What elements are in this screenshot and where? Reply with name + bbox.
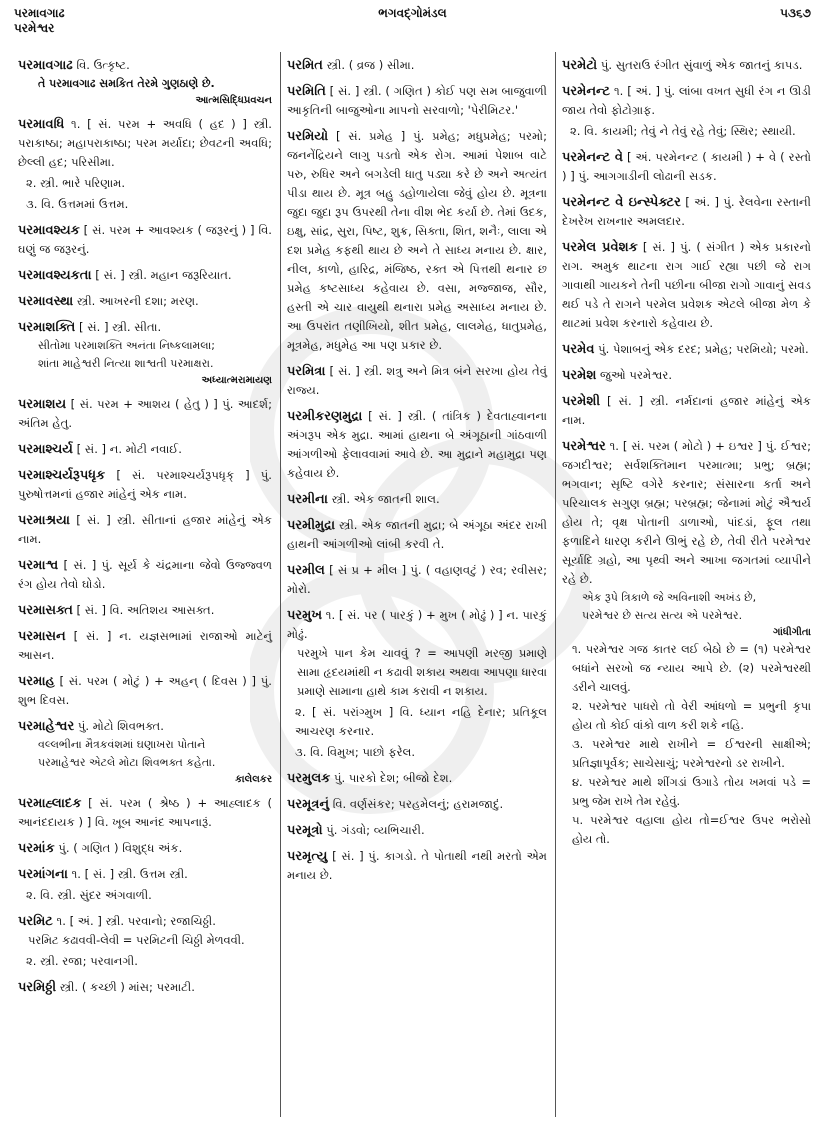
- dictionary-entry: [18, 627, 272, 665]
- headword: પરમેટો: [561, 58, 598, 73]
- sense: ૨. વિ. કાયમી; તેવું ને તેવું રહે તેવું; સ્થિર; સ્થાયી.: [569, 124, 796, 138]
- dictionary-entry: [18, 865, 272, 905]
- definition: [ સં. ] સ્ત્રી. શત્રુ અને મિત્ર બંને સરખા હોય તેવું રાજ્ય.: [287, 364, 547, 397]
- definition: [ સં. પરમ + આવશ્યક ( જરૂરનું ) ] વિ. ઘણું જ જરૂરનું.: [18, 223, 272, 256]
- definition: [ અં. ] પું. રેલવેના રસ્તાની દેખરેખ રાખનાર અમલદાર.: [561, 195, 811, 228]
- quotation: તે પરમાવગાઢ સમકિત તેરમે ગુણઠાણે છે.: [38, 77, 215, 90]
- headword: પરમિતિ: [287, 84, 326, 99]
- dictionary-entry: [562, 193, 811, 231]
- sense: ૨. વિ. સ્ત્રી. સુંદર અંગવાળી.: [26, 888, 152, 902]
- dictionary-entry: [18, 221, 272, 259]
- dictionary-entry: [18, 318, 272, 388]
- definition: સ્ત્રી. ( કચ્છી ) માંસ; પરમાટી.: [56, 980, 195, 994]
- definition: [ સં. ] ન. યજ્ઞસભામાં રાજાઓ માટેનું આસન.: [18, 629, 272, 662]
- dictionary-entry: [18, 115, 272, 214]
- headword: પરમાહ: [18, 674, 55, 689]
- dictionary-entry: [287, 847, 547, 885]
- headword: પરમાવધિ: [18, 117, 65, 132]
- definition: [ સં. પ્રમેહ ] પું. પ્રમેહ; મધુપ્રમેહ; પરમો; જનનેંદ્રિયને લાગુ પડતો એક રોગ. આમાં પેશાબ વાટે પરુ, રુધિર અને બગડેલી ધાતુ પડ્યા કરે છે અને અત્યંત પીડા થાય છે. મૂત્ર બહુ ડહોળાયેલા જેવું હોય છે. મૂત્રના જુદા જુદા રૂપ ઉપરથી તેના વીશ ભેદ કર્યા છે. તેમાં ઉદક, ઇક્ષુ, સાંદ્ર, સુરા, પિષ્ટ, શુક્ર, સિક્તા, શિત, શનૈઃ, લાલા એ દશ પ્રમેહ કફથી થાય છે અને તે સાધ્ય મનાય છે. ક્ષાર, નીલ, કાળો, હારિદ્ર, મંજિષ્ઠ, રક્ત એ પિત્તથી થનાર છ પ્રમેહ કષ્ટસાધ્ય કહેવાય છે. વસા, મજ્જાજ, સૌર, હસ્તી એ ચાર વાયુથી થનારા પ્રમેહ અસાધ્ય મનાય છે. આ ઉપરાંત તણીખિયો, શીત પ્રમેહ, લાલમેહ, ધાતુપ્રમેહ, મૂત્રમેહ, મધુમેહ આ પણ પ્રકાર છે.: [287, 129, 547, 352]
- dictionary-entry: [287, 56, 547, 75]
- book-title: ભગવદ્ગોમંડલ: [378, 6, 447, 20]
- idiom: ૫. પરમેશ્વર વહાલા હોય તો=ઈશ્વર ઉપર ભરોસો હોય તો.: [571, 813, 811, 846]
- dictionary-entry: [18, 717, 272, 787]
- headword: પરમૂત્રો: [287, 823, 323, 838]
- definition: ૧. [ સં. પરમ + અવધિ ( હદ ) ] સ્ત્રી. પરાકાષ્ઠા; મહાપરાકાષ્ઠા; પરમ મર્યાદા; છેવટની અવધિ; છેલ્લી હદ; પરિસીમા.: [18, 117, 272, 169]
- quotation-line: વલ્લભીના મૈત્રકવંશમાં ઘણાખરા પોતાને: [38, 738, 206, 751]
- sense: ૩. વિ. વિમુખ; પાછો ફરેલ.: [295, 745, 416, 759]
- dictionary-entry: [18, 912, 272, 971]
- quotation-line: પરમેશ્વર છે સત્ય સત્ય એ પરમેશ્વર.: [581, 609, 743, 622]
- dictionary-columns: [12, 52, 819, 1117]
- idiom: પરમિટ કઢાવવી-લેવી = પરમિટની ચિઠ્ઠી મેળવવી.: [28, 933, 245, 947]
- definition: ૧. [ અં. ] સ્ત્રી. પરવાનો; રજાચિઠ્ઠી.: [52, 914, 216, 928]
- definition: જુઓ પરમેશ્વર.: [596, 368, 673, 382]
- headword: પરમુલક: [287, 771, 331, 786]
- headword: પરમાશ્ચર્ય: [18, 442, 73, 457]
- idiom: પરમુખે પાન કેમ ચાવવું ? = આપણી મરજી પ્રમાણે સામા હૃદયમાંથી ન કઢાવી શકાય અથવા આપણા ધારવા પ્રમાણે સામાના હાથે કામ કરાવી ન શકાય.: [297, 646, 547, 698]
- citation-source: આત્મસિદ્ધિપ્રવચન: [195, 95, 272, 106]
- headword: પરમાશ્ચર્યરૂપધૃક: [18, 468, 106, 483]
- definition: [ સં. ] ન. મોટી નવાઈ.: [72, 442, 182, 456]
- idiom: ૧. પરમેશ્વર ગજ કાતર લઈ બેઠો છે = (૧) પરમેશ્વર બધાંને સરખો જ ન્યાય આપે છે. (૨) પરમેશ્વરથી ડરીને ચાલવું.: [571, 642, 811, 694]
- headword: પરમાશક્તિ: [18, 320, 76, 335]
- definition: [ સં. પરમ ( મોટું ) + અહન્ ( દિવસ ) ] પું. શુભ દિવસ.: [18, 674, 272, 707]
- headword: પરમાવગાઢ: [18, 58, 73, 73]
- dictionary-entry: [18, 395, 272, 433]
- dictionary-entry: [18, 292, 272, 311]
- definition: [ સં પ્ર + મીલ ] પું. ( વહાણવટું ) રવ; રવીસર; મોરો.: [287, 563, 547, 596]
- dictionary-entry: [18, 556, 272, 594]
- headword: પરમેશ્વર: [561, 439, 606, 454]
- headword: પરમાવશ્યકતા: [18, 268, 92, 283]
- definition: સ્ત્રી. એક જાતની શાલ.: [327, 492, 440, 506]
- headword: પરમેનન્ટ: [561, 84, 611, 99]
- definition: પું. પારકો દેશ; બીજો દેશ.: [330, 771, 453, 785]
- headword: પરમાશ્વ: [18, 558, 59, 573]
- definition: ૧. [ સં. ] સ્ત્રી. ઉત્તમ સ્ત્રી.: [67, 867, 188, 881]
- idiom: ૩. પરમેશ્વર માથે રાખીને = ઈશ્વરની સાક્ષીએ; પ્રતિજ્ઞાપૂર્વક; સાચેસાચું; પરમેશ્વરનો ડર રાખીને.: [571, 737, 811, 770]
- dictionary-entry: [18, 511, 272, 549]
- headword: પરમાંગના: [18, 867, 68, 882]
- sense: ૨. સ્ત્રી. ભારે પરિણામ.: [26, 176, 126, 190]
- definition: [ સં. પરમ ( શ્રેષ્ઠ ) + આહ્લાદક ( આનંદદાયક ) ] વિ. ખૂબ આનંદ આપનારૂં.: [18, 796, 272, 829]
- definition: [ સં. ] પું. કાગડો. તે પોતાથી નથી મરતો એમ મનાય છે.: [287, 849, 547, 882]
- dictionary-entry: [287, 606, 547, 762]
- headword: પરમાંક: [18, 841, 55, 856]
- column-3: [556, 52, 819, 1117]
- headword: પરમિત: [287, 58, 323, 73]
- dictionary-entry: [18, 466, 272, 504]
- definition: [ સં. ] પું. ( સંગીત ) એક પ્રકારનો રાગ. અમુક થાટના રાગ ગાઈ રહ્યા પછી જે રાગ ગાવાથી ગાયકને તેની પછીના બીજા રાગો ગાવાનું સવડ થઈ પડે તે રાગને પરમેલ પ્રવેશક એટલે બીજા મેળ કે થાટમાં પ્રવેશ કરનારો કહેવાય છે.: [561, 240, 811, 330]
- headword: પરમિટ: [18, 914, 53, 929]
- headword: પરમેશી: [561, 394, 601, 409]
- definition: સ્ત્રી. ( વ્રજ ) સીમા.: [322, 58, 415, 72]
- dictionary-entry: [18, 978, 272, 997]
- dictionary-entry: [562, 340, 811, 359]
- sense: ૨. સ્ત્રી. રજા; પરવાનગી.: [26, 954, 138, 968]
- definition: [ અં. પરમેનન્ટ ( કાયમી ) + વે ( રસ્તો ) ] પું. આગગાડીની લોઢાની સડક.: [561, 150, 811, 183]
- definition: [ સં. ] સ્ત્રી. મહાન જરૂરિયાત.: [91, 268, 232, 282]
- headword: પરમેવ: [561, 342, 595, 357]
- headword: પરમેલ પ્રવેશક: [561, 240, 638, 255]
- headword: પરમિઠ્ઠી: [18, 980, 57, 995]
- headword: પરમૃત્યુ: [287, 849, 328, 864]
- definition: વિ. વર્ણસંકર; પરહમેલનું; હરામજાદું.: [329, 797, 504, 811]
- headword: પરમેનન્ટ વે: [561, 150, 624, 165]
- definition: ૧. [ સં. પર ( પારકું ) + મુખ ( મોઢું ) ] ન. પારકું મોઢું.: [287, 608, 547, 641]
- headword: પરમુખ: [287, 608, 323, 623]
- headword: પરમાશય: [18, 397, 67, 412]
- dictionary-entry: [287, 490, 547, 509]
- definition: પું. પેશાબનું એક દરદ; પ્રમેહ; પરમિયો; પરમો.: [594, 342, 809, 356]
- definition: [ સં. પરમાશ્ચર્યરૂપધૃક્ ] પું. પુરુષોત્તમનાં હજાર માંહેનું એક નામ.: [18, 468, 272, 501]
- definition: સ્ત્રી. આખરની દશા; મરણ.: [73, 294, 199, 308]
- definition: પું. મોટો શિવભક્ત.: [74, 719, 164, 733]
- definition: [ સં. ] સ્ત્રી. નર્મદાનાં હજાર માંહેનું એક નામ.: [561, 394, 811, 427]
- headword: પરમીમુદ્રા: [287, 518, 336, 533]
- dictionary-entry: [18, 56, 272, 108]
- definition: [ સં. ] સ્ત્રી. ( તાંત્રિક ) દેવતાહ્વાનના અંગરૂપ એક મુદ્રા. આમાં હાથના બે અંગૂઠાની ગાંઠવાળી આંગળીઓ ફેલાવવામાં આવે છે. આ મુદ્રાને મહામુદ્રા પણ કહેવાય છે.: [287, 409, 547, 480]
- citation-source: ગાંધીગીતા: [773, 627, 811, 638]
- dictionary-entry: [18, 672, 272, 710]
- dictionary-entry: [18, 601, 272, 620]
- column-2: [281, 52, 556, 1117]
- headword: પરમાવસ્થા: [18, 294, 74, 309]
- dictionary-entry: [287, 821, 547, 840]
- dictionary-entry: [287, 362, 547, 400]
- dictionary-entry: [562, 82, 811, 141]
- definition: [ સં. ] સ્ત્રી. ( ગણિત ) કોઈ પણ સમ બાજુવાળી આકૃતિની બાજુઓના માપનો સરવાળો; 'પેરીમિટર.': [287, 84, 547, 117]
- dictionary-entry: [287, 516, 547, 554]
- quotation-line: એક રૂપે ત્રિકાળે જે અવિનાશી અખંડ છે,: [581, 591, 757, 604]
- dictionary-entry: [562, 238, 811, 333]
- sense: ૨. [ સં. પરાંગ્મુખ ] વિ. ધ્યાન નહિ દેનાર; પ્રતિકૂલ આચરણ કરનાર.: [295, 705, 547, 738]
- definition: [ સં. પરમ + આશય ( હેતુ ) ] પું. આદર્શ; અંતિમ હેતુ.: [18, 397, 272, 430]
- dictionary-entry: [18, 440, 272, 459]
- idiom: ૪. પરમેશ્વર માથે શીંગડાં ઉગાડે તોય ખમવાં પડે = પ્રભુ જેમ રાખે તેમ રહેવું.: [571, 775, 811, 808]
- dictionary-entry: [18, 839, 272, 858]
- quotation-line: શાંતા માહેશ્વરી નિત્યા શાશ્વતી પરમાક્ષરા.: [38, 357, 214, 370]
- sense: ૩. વિ. ઉત્તમમાં ઉત્તમ.: [26, 197, 129, 211]
- headword: પરમાસન: [18, 629, 66, 644]
- definition: [ સં. ] સ્ત્રી. સીતાનાં હજાર માંહેનું એક નામ.: [18, 513, 272, 546]
- headword: પરમેનન્ટ વે ઇન્સ્પેક્ટર: [561, 195, 681, 210]
- headword: પરમિત્રા: [287, 364, 326, 379]
- definition: ૧. [ અં. ] પું. લાંબા વખત સુધી રંગ ન ઊડી જાય તેવો ફોટોગ્રાફ.: [561, 84, 811, 117]
- citation-source: કાલેલકર: [235, 774, 272, 785]
- dictionary-entry: [287, 82, 547, 120]
- headword: પરમીના: [287, 492, 328, 507]
- quotation-line: પરમાહેશ્વર એટલે મોટા શિવભક્ત કહેતા.: [38, 756, 216, 769]
- definition: ૧. [ સં. પરમ ( મોટો ) + ઇશ્વર ] પું. ઈશ્વર; જગદીશ્વર; સર્વશક્તિમાન પરમાત્મા; પ્રભુ; બ્રહ્મ; ભગવાન; સૃષ્ટિ વગેરે કરનાર; સંસારના કર્તા અને પરિચાલક સગુણ બ્રહ્મ; પરબ્રહ્મ; જેનામાં મોટું ઐશ્વર્ય હોય તે; વૃક્ષ પોતાની ડાળાઓ, પાંદડાં, ફૂલ તથા ફળાદિને ધારણ કરીને ઊભું રહે છે, તેવી રીતે પરમેશ્વર સૂર્યાદિ ગ્રહો, આ પૃથ્વી અને આખા જગતમાં વ્યાપીને રહે છે.: [561, 439, 811, 586]
- definition: [ સં. ] વિ. અતિશય આસક્ત.: [72, 603, 215, 617]
- headword: પરમાહ્લાદક: [18, 796, 82, 811]
- citation-source: અધ્યાત્મરામાયણ: [201, 375, 272, 386]
- headword: પરમાસક્ત: [18, 603, 73, 618]
- definition: [ સં. ] પું. સૂર્ય કે ચંદ્રમાના જેવો ઉજ્જ્વળ રંગ હોય તેવો ઘોડો.: [18, 558, 272, 591]
- dictionary-entry: [287, 769, 547, 788]
- guide-word-first: પરમાવગાઢ: [14, 6, 65, 20]
- dictionary-entry: [287, 127, 547, 355]
- idiom: ૨. પરમેશ્વર પાધરો તો વેરી આંધળો = પ્રભુની કૃપા હોય તો કોઈ વાંકો વાળ કરી શકે નહિ.: [571, 699, 811, 732]
- dictionary-entry: [287, 407, 547, 483]
- definition: [ સં. ] સ્ત્રી. સીતા.: [75, 320, 162, 334]
- headword: પરમાશ્રયા: [18, 513, 70, 528]
- dictionary-entry: [18, 794, 272, 832]
- headword: પરમેશ: [561, 368, 597, 383]
- headword: પરમાહેશ્વર: [18, 719, 75, 734]
- page-header: [14, 6, 811, 46]
- headword: પરમાવશ્યક: [18, 223, 80, 238]
- definition: પું. ગંડવો; વ્યભિચારી.: [322, 823, 425, 837]
- dictionary-entry: [18, 266, 272, 285]
- quotation-line: સીતોમા પરમાશક્તિ અનંતા નિષ્કલામલા;: [38, 339, 215, 352]
- dictionary-entry: [562, 437, 811, 849]
- definition: પું. સુતરાઉ રંગીત સુંવાળું એક જાતનું કાપડ.: [597, 58, 803, 72]
- headword: પરમીલ: [287, 563, 325, 578]
- dictionary-entry: [287, 561, 547, 599]
- dictionary-entry: [562, 148, 811, 186]
- dictionary-entry: [562, 366, 811, 385]
- definition: પું. ( ગણિત ) વિશુદ્ધ અંક.: [54, 841, 183, 855]
- headword: પરમીકરણમુદ્રા: [287, 409, 363, 424]
- guide-word-last: પરમેશ્વર: [14, 21, 55, 35]
- headword: પરમૂત્રનું: [287, 797, 330, 812]
- column-1: [12, 52, 281, 1117]
- definition: સ્ત્રી. એક જાતની મુદ્રા; બે અંગૂઠા અંદર રાખી હાથની આંગળીઓ લાંબી કરવી તે.: [287, 518, 547, 551]
- dictionary-entry: [287, 795, 547, 814]
- headword: પરમિયો: [287, 129, 329, 144]
- page-number: ૫૩૬૭: [780, 6, 811, 20]
- definition: વિ. ઉત્કૃષ્ટ.: [72, 58, 130, 72]
- dictionary-entry: [562, 56, 811, 75]
- dictionary-entry: [562, 392, 811, 430]
